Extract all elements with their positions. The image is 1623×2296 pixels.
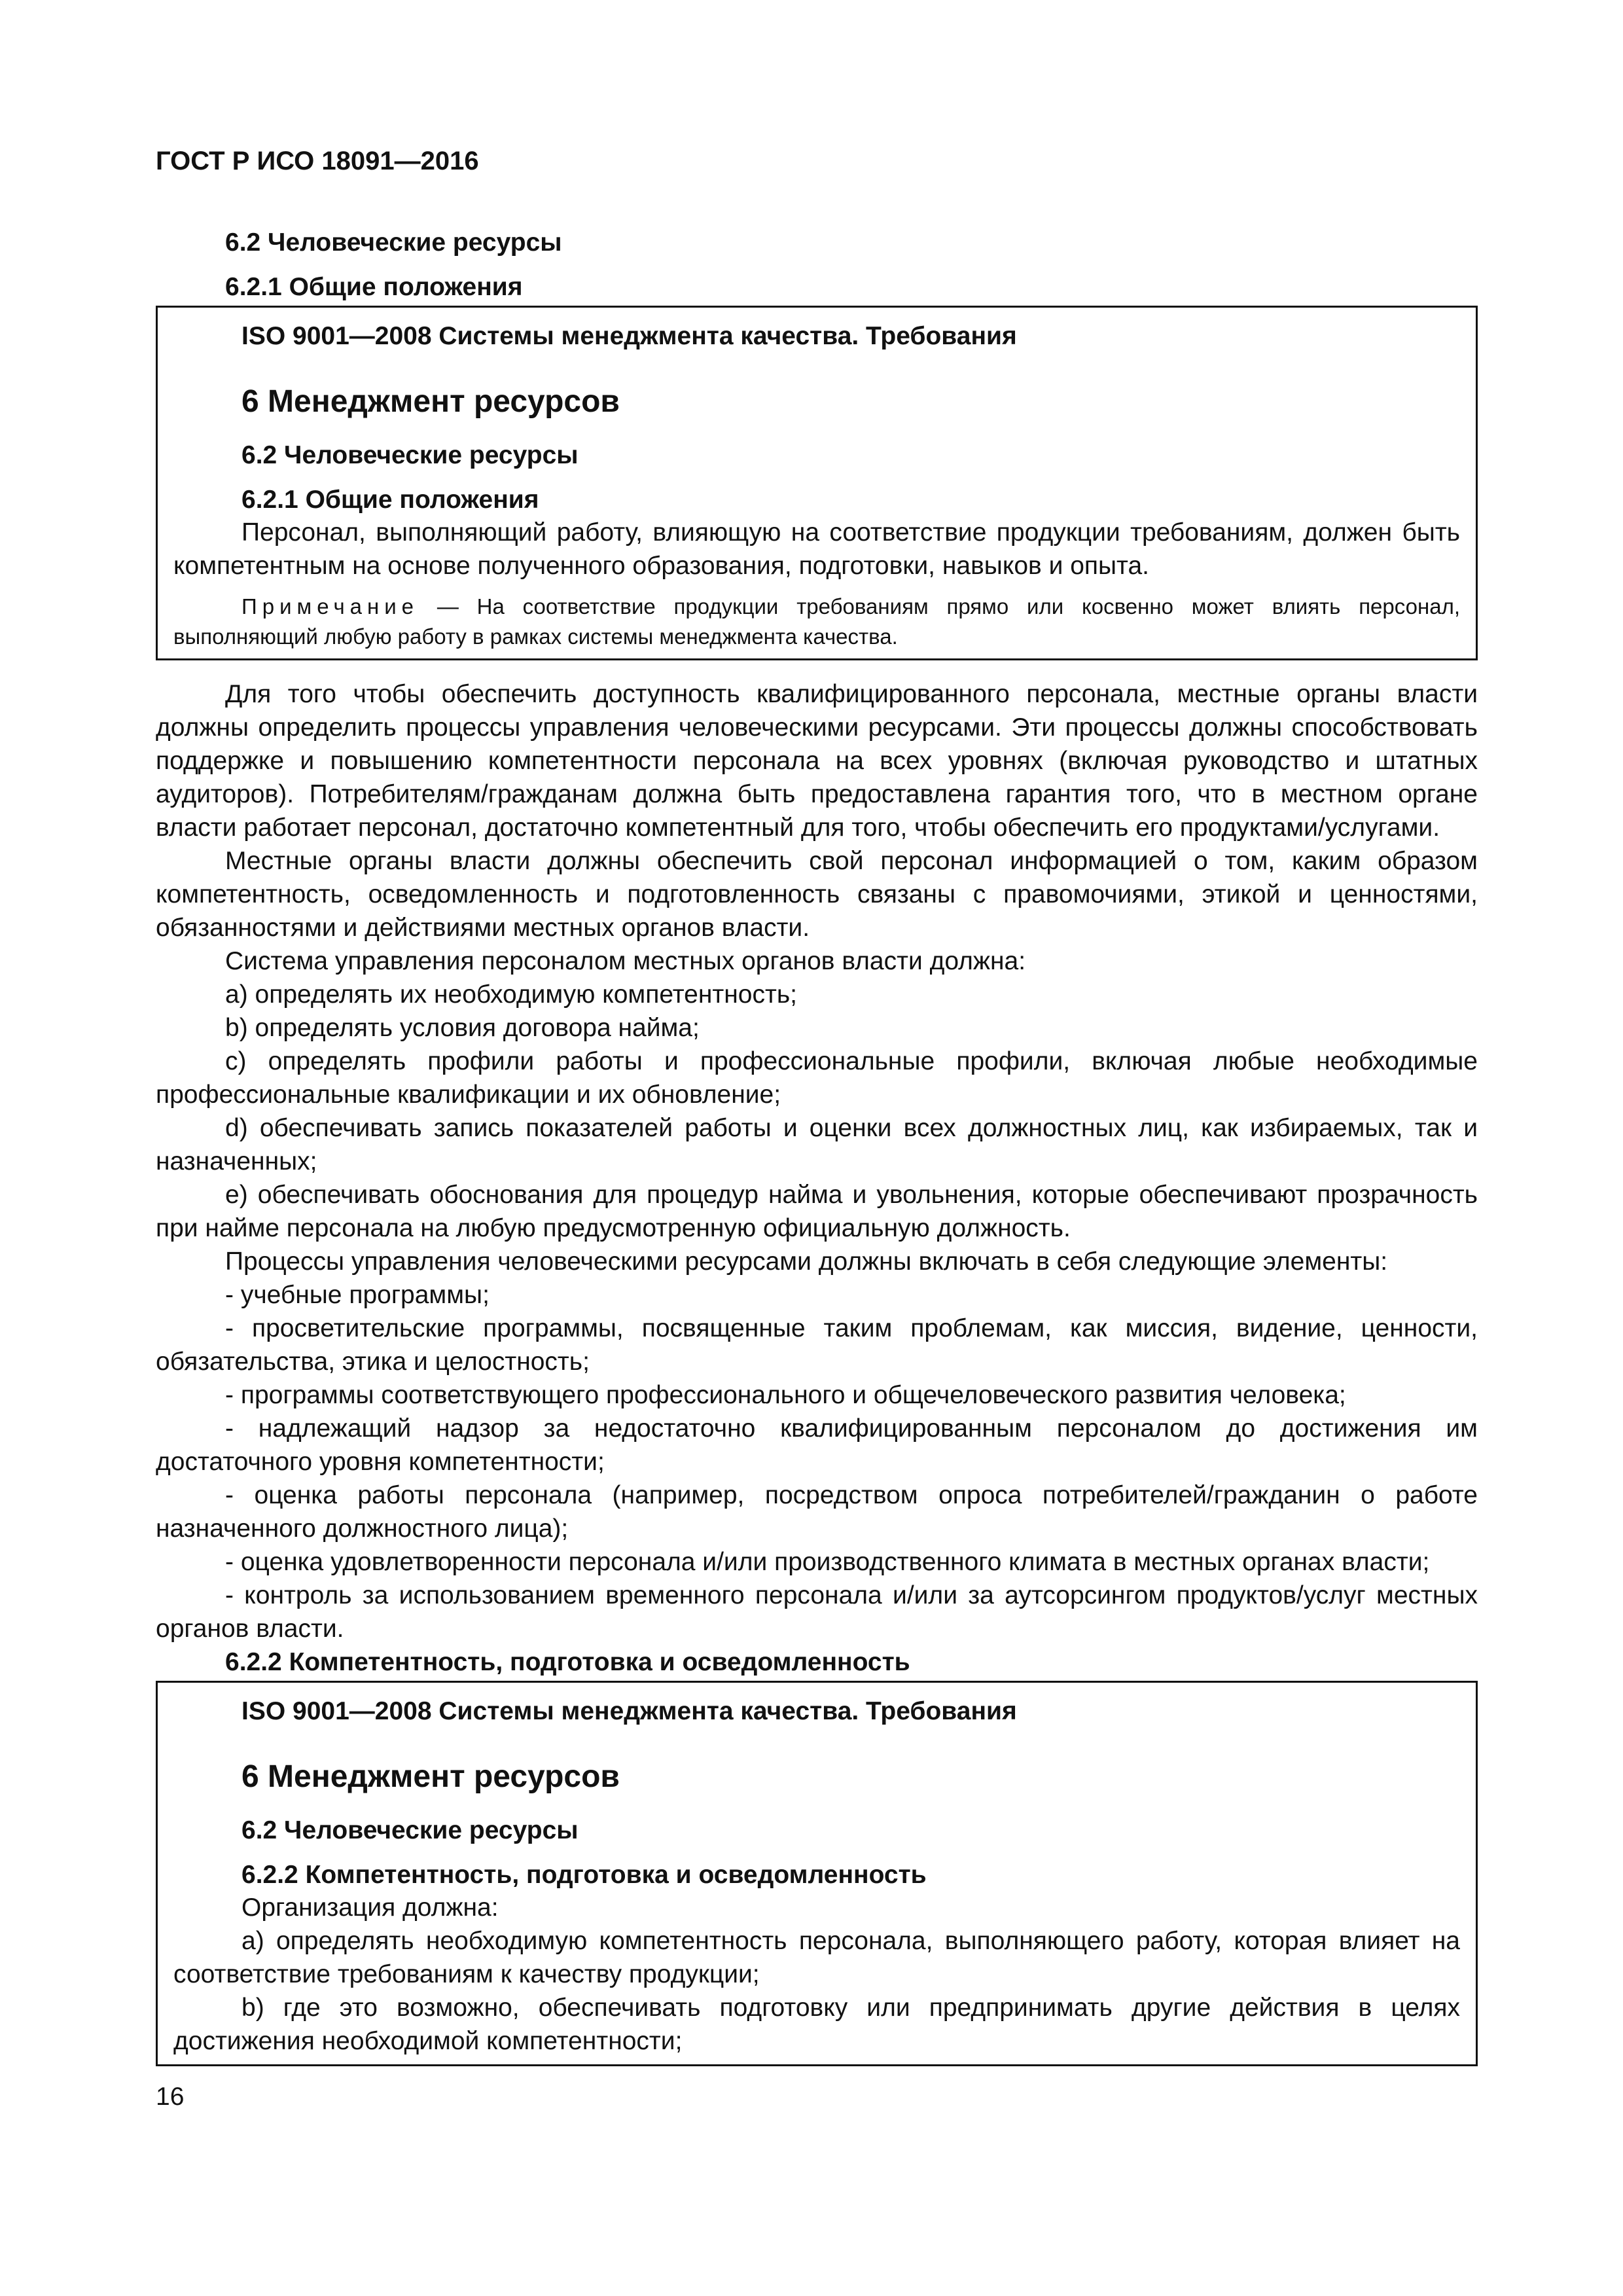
quote-list-item: b) где это возможно, обеспечивать подготовку или предпринимать другие действия в целях достижения необходимой компетентности;: [173, 1994, 1460, 2055]
quote-subheading-2: 6.2.2 Компетентность, подготовка и осведомленность: [241, 1861, 927, 1889]
quote-big-title: 6 Менеджмент ресурсов: [241, 384, 620, 419]
dash-item: - надлежащий надзор за недостаточно квалифицированным персоналом до достижения им достаточного уровня компетентности;: [156, 1414, 1478, 1476]
quote-subheading-2: 6.2.1 Общие положения: [241, 486, 539, 514]
page-number: 16: [156, 2083, 185, 2111]
quote-paragraph: Персонал, выполняющий работу, влияющую на соответствие продукции требованиям, должен быть компетентным на основе полученного образования, подготовки, навыков и опыта.: [173, 518, 1460, 580]
dash-item: - учебные программы;: [225, 1281, 490, 1309]
quote-list-item: a) определять необходимую компетентность персонала, выполняющего работу, которая влияет на соответствие требованиям к качеству продукции;: [173, 1927, 1460, 1988]
quote-source-title: ISO 9001—2008 Системы менеджмента качества. Требования: [241, 1697, 1017, 1725]
list-item: b) определять условия договора найма;: [225, 1014, 700, 1042]
quote-subheading: 6.2 Человеческие ресурсы: [241, 1816, 579, 1844]
dash-item: - просветительские программы, посвященные таким проблемам, как миссия, видение, ценности, обязательства, этика и целостность;: [156, 1314, 1478, 1376]
list-item: c) определять профили работы и профессиональные профили, включая любые необходимые профессиональные квалификации и их обновление;: [156, 1047, 1478, 1109]
quote-big-title: 6 Менеджмент ресурсов: [241, 1759, 620, 1794]
body-paragraph: Местные органы власти должны обеспечить свой персонал информацией о том, каким образом компетентность, осведомленность и подготовленность связаны с правомочиями, этикой и ценностями, обязанностями и действиями местных органов власти.: [156, 847, 1478, 942]
quote-paragraph: Организация должна:: [241, 1893, 499, 1922]
note-label: Примечание: [241, 594, 419, 619]
note-text: — На соответствие продукции требованиям прямо или косвенно может влиять персонал, выполняющий любую работу в рамках системы менеджмента качества.: [173, 594, 1460, 649]
body-paragraph: Для того чтобы обеспечить доступность квалифицированного персонала, местные органы власти должны определить процессы управления человеческими ресурсами. Эти процессы должны способствовать поддержке и повышению компетентности персонала на всех уровнях (включая руководство и штатных аудиторов). Потребителям/гражданам должна быть предоставлена гарантия того, что в местном органе власти работает персонал, достаточно компетентный для того, чтобы обеспечить его продуктами/услугами.: [156, 680, 1478, 842]
section-heading-6-2-2: 6.2.2 Компетентность, подготовка и осведомленность: [225, 1648, 910, 1676]
iso-quote-box-1: [156, 306, 1478, 660]
dash-item: - программы соответствующего профессионального и общечеловеческого развития человека;: [225, 1381, 1346, 1409]
body-paragraph: Процессы управления человеческими ресурсами должны включать в себя следующие элементы:: [225, 1247, 1388, 1276]
list-item: a) определять их необходимую компетентность;: [225, 980, 798, 1009]
body-paragraph: Система управления персоналом местных органов власти должна:: [225, 947, 1026, 975]
document-code-header: ГОСТ Р ИСО 18091—2016: [156, 147, 479, 175]
dash-item: - контроль за использованием временного персонала и/или за аутсорсингом продуктов/услуг местных органов власти.: [156, 1581, 1478, 1643]
content-flow: [156, 226, 1478, 2066]
body-text: [156, 677, 1478, 1645]
quote-note: [173, 592, 1460, 652]
quote-subheading: 6.2 Человеческие ресурсы: [241, 441, 579, 469]
iso-quote-box-2: [156, 1681, 1478, 2066]
quote-source-title: ISO 9001—2008 Системы менеджмента качества. Требования: [241, 322, 1017, 350]
section-heading-6-2: 6.2 Человеческие ресурсы: [225, 228, 562, 257]
dash-item: - оценка работы персонала (например, посредством опроса потребителей/гражданин о работе назначенного должностного лица);: [156, 1481, 1478, 1543]
list-item: d) обеспечивать запись показателей работы и оценки всех должностных лиц, как избираемых, так и назначенных;: [156, 1114, 1478, 1175]
dash-item: - оценка удовлетворенности персонала и/или производственного климата в местных органах власти;: [225, 1548, 1430, 1576]
list-item: e) обеспечивать обоснования для процедур найма и увольнения, которые обеспечивают прозрачность при найме персонала на любую предусмотренную официальную должность.: [156, 1181, 1478, 1242]
section-heading-6-2-1: 6.2.1 Общие положения: [225, 273, 523, 301]
